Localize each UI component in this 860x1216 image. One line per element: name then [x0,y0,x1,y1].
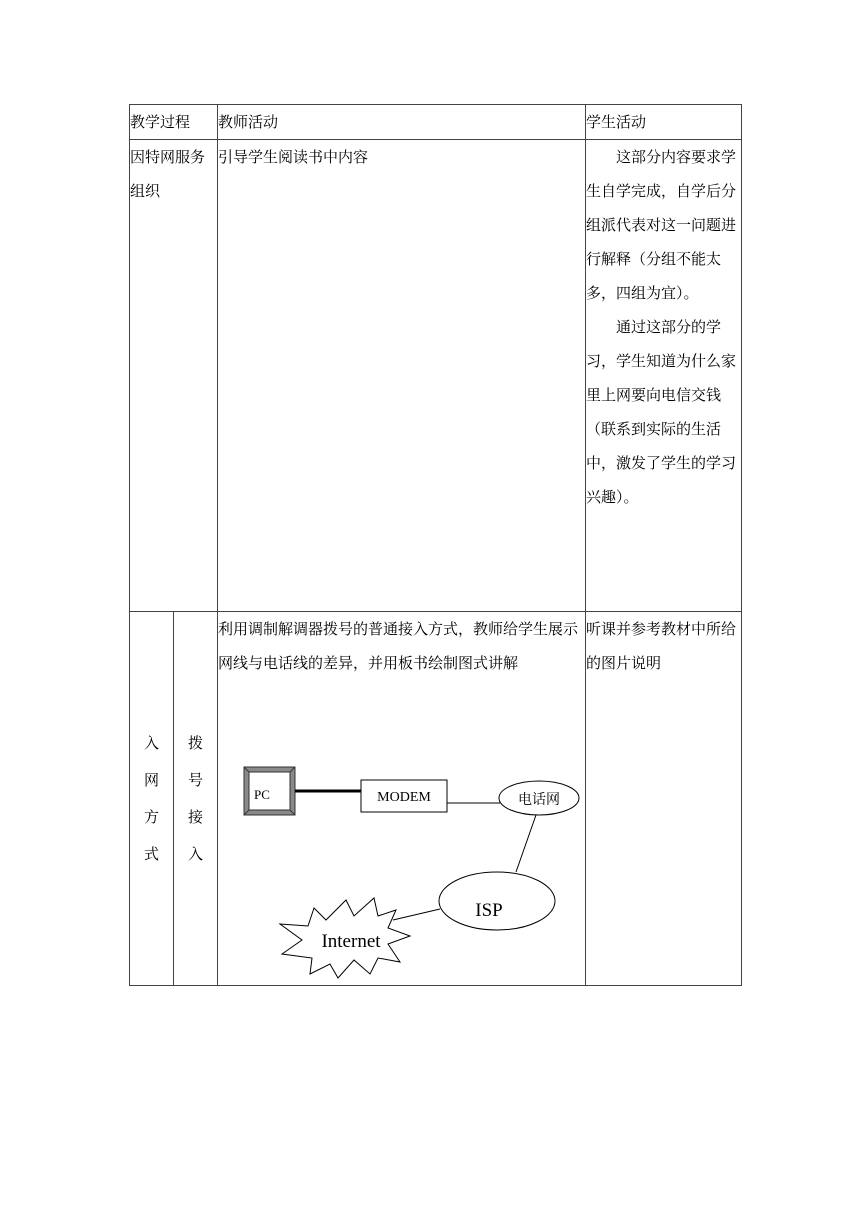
header-row [130,105,742,140]
teacher-activity-2-text: 利用调制解调器拨号的普通接入方式，教师给学生展示网线与电话线的差异，并用板书绘制图式讲解 [218,620,579,672]
modem-label: MODEM [377,790,431,805]
internet-label: Internet [321,931,381,952]
process-access-method: 入 网 方 式 [130,612,174,986]
teacher-activity-2 [218,612,586,986]
phone-network-label: 电话网 [518,792,561,808]
student-paragraph-2: 通过这部分的学习，学生知道为什么家里上网要向电信交钱（联系到实际的生活中，激发了学生的学习兴趣）。 [586,318,737,506]
header-teacher: 教师活动 [218,105,586,140]
pc-icon [244,767,295,815]
isp-internet-line [393,909,440,920]
lesson-plan-table [129,104,742,986]
header-student: 学生活动 [586,105,742,140]
pc-label: PC [254,787,270,802]
row-isp-organization [130,140,742,612]
teacher-activity-1: 引导学生阅读书中内容 [218,140,586,612]
student-activity-2: 听课并参考教材中所给的图片说明 [586,612,742,986]
process-isp-organization: 因特网服务组织 [130,140,218,612]
internet-cloud [280,898,410,978]
row-dialup-access [130,612,742,986]
student-activity-1 [586,140,742,612]
student-paragraph-1: 这部分内容要求学生自学完成，自学后分组派代表对这一问题进行解释（分组不能太多，四组为宜）。 [586,148,737,302]
header-process: 教学过程 [130,105,218,140]
modem-box [361,780,447,812]
isp-label: ISP [475,900,503,921]
process-dialup: 拨 号 接 入 [174,612,218,986]
phone-isp-line [516,815,536,872]
isp-node [439,872,555,930]
network-diagram [218,732,586,982]
phone-network-node [499,781,579,815]
